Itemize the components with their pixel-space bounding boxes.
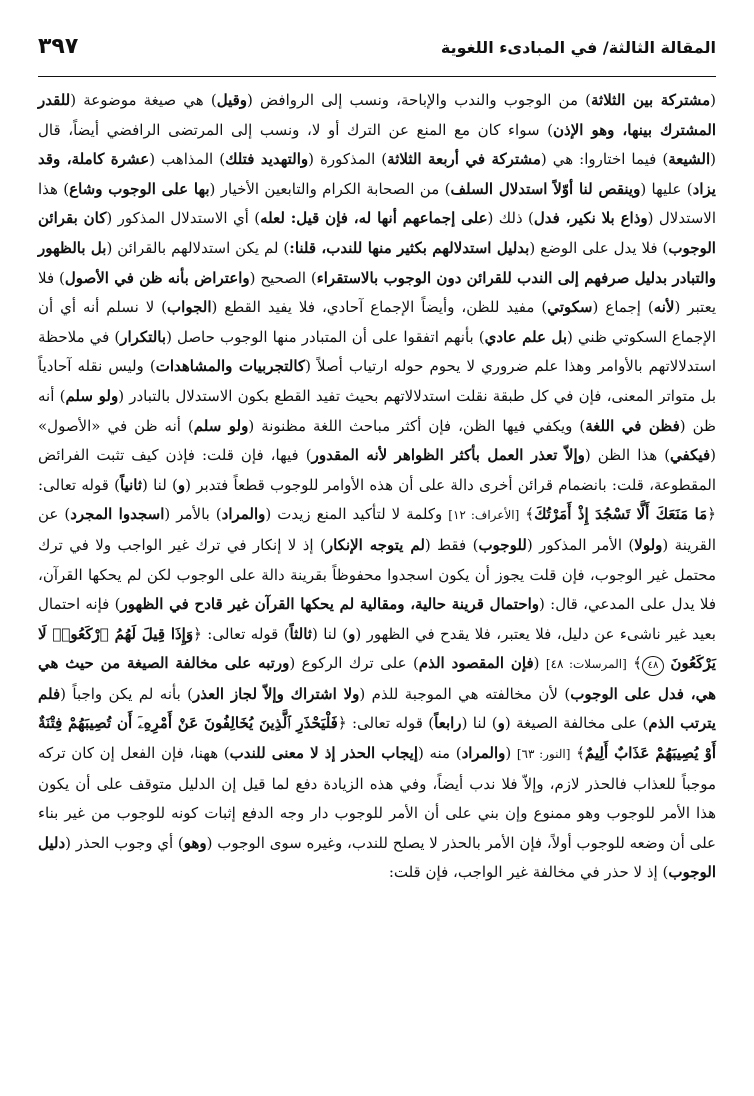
text-run: ) قوله تعالى: ﴿: [337, 714, 435, 733]
matn-text: كالتجربيات والمشاهدات: [155, 357, 306, 376]
text-run: ) لنا (: [142, 475, 178, 494]
text-run: ) فيها، فإن قلت: فإذن كيف تثبت الفرائض المقطوعة، قلت: بانضمام قرائن أخرى دالة على أن هذه الأوامر للوجوب قطعاً فتدبر (: [38, 446, 716, 494]
matn-text: رابعاً: [434, 714, 462, 733]
text-run: ) قوله تعالى: ﴿: [38, 475, 717, 524]
text-run: ) وليس نقله آحادياً بل متواتر المعنى، فإن في كل طبقة نقلت استدلالاتهم بحيث تفيد القطع بكون الاستدلال بالتبادر (: [38, 357, 716, 405]
text-run: ﴾: [626, 654, 642, 673]
text-run: ) أنه ظن (: [38, 386, 716, 435]
matn-text: بها على الوجوب وشاع: [69, 179, 210, 198]
body-paragraph: [38, 86, 716, 888]
matn-text: لأنه: [653, 298, 675, 317]
text-run: ) قوله تعالى: ﴿: [193, 624, 290, 643]
matn-text: ولو سلم: [65, 386, 119, 405]
matn-text: بل بالظهور والتبادر بدليل صرفهم إلى الندب للقرائن دون الوجوب بالاستقراء: [38, 238, 716, 287]
matn-text: والمراد: [221, 505, 266, 524]
text-run: ) مفيد للظن، وأيضاً الإجماع آحادي، فلا يفيد القطع (: [211, 298, 548, 317]
matn-text: مشتركة بين الثلاثة: [591, 91, 711, 109]
quran-verse: وَإِذَا قِيلَ لَهُمُ ٱرْكَعُوا۟ لَا يَرْكَعُونَ: [38, 624, 716, 673]
header-rule: [38, 76, 716, 77]
verse-source: [المرسلات: ٤٨]: [545, 657, 627, 672]
text-run: ) لنا (: [461, 714, 498, 733]
text-run: ) أي الاستدلال المذكور (: [106, 209, 261, 228]
text-run: ) الصحيح (: [249, 268, 317, 287]
text-run: ) لا نسلم أنه أي أن الإجماع السكوتي ظني (: [38, 298, 716, 346]
matn-text: فلم يترتب الذم: [38, 684, 716, 733]
text-run: ) من الصحابة الكرام والتابعين الأخيار (: [209, 179, 451, 198]
matn-text: وقيل: [216, 91, 248, 109]
matn-text: فظن في اللغة: [585, 416, 680, 435]
matn-text: لم يتوجه الإنكار: [325, 535, 425, 554]
text-run: ) على ترك الركوع (: [289, 654, 419, 673]
matn-text: الجواب: [167, 298, 212, 317]
text-run: ) فإنه احتمال بعيد غير ناشىء عن دليل، فلا يعتبر، فلا يقدح في الظهور (: [38, 595, 716, 643]
matn-text: وإلاّ تعذر العمل بأكثر الظواهر لأنه المقدور: [311, 446, 585, 465]
matn-text: و: [348, 624, 356, 643]
matn-text: على إجماعهم أنها له، فإن قيل: لعله: [260, 209, 488, 228]
matn-text: كان بقرائن الوجوب: [38, 209, 716, 257]
text-run: وكلمة لا لتأكيد المنع زيدت (: [265, 505, 449, 524]
matn-text: ثانياً: [119, 475, 143, 494]
text-run: ) فيما اختاروا: هي (: [540, 150, 669, 169]
text-run: (: [710, 91, 717, 109]
text-run: ﴾: [570, 744, 585, 763]
text-run: ) المذاهب (: [149, 150, 226, 169]
text-run: ) فقط (: [424, 535, 479, 554]
matn-text: ثالثاً: [289, 624, 312, 643]
quran-verse: مَا مَنَعَكَ أَلَّا تَسْجُدَ إِذْ أَمَرْتُكَ: [534, 505, 708, 524]
text-run: ) عن القرينة (: [38, 505, 716, 554]
text-run: ) أي وجوب الحذر (: [65, 833, 184, 852]
matn-text: وينقص لنا أوّلاً استدلال السلف: [450, 179, 641, 198]
verse-number-marker: ٤٨: [642, 656, 664, 676]
matn-text: ورتبه على مخالفة الصيغة من حيث هي هي، فدل على الوجوب: [38, 654, 717, 703]
matn-text: فيكفي: [670, 446, 711, 465]
text-run: ) ويكفي فيها الظن، فإن أكثر مباحث اللغة مظنونة (: [248, 416, 586, 435]
text-run: ) هذا الاستدلال (: [38, 179, 717, 228]
matn-text: اسجدوا المجرد: [70, 505, 165, 524]
text-run: ) منه (: [418, 744, 462, 763]
text-run: ) لنا (: [311, 624, 349, 643]
matn-text: والتهديد فتلك: [225, 150, 309, 169]
text-run: ) لأن مخالفته هي الموجبة للذم (: [359, 684, 571, 703]
text-run: ) هذا الظن (: [584, 446, 671, 465]
text-run: ) في ملاحظة استدلالاتهم بالأوامر وهذا علم ضروري لا يحوم حوله ارتياب أصلاً (: [38, 327, 716, 376]
matn-text: الشيعة: [668, 150, 711, 169]
verse-source: [النور: ٦٣]: [516, 747, 571, 762]
text-run: ) هي صيغة موضوعة (: [70, 91, 217, 109]
matn-text: والمراد: [461, 744, 506, 763]
text-run: ) بالأمر (: [164, 505, 222, 524]
page-number: ٣٩٧: [38, 34, 79, 59]
text-run: ) سواء كان مع المنع عن الترك أو لا، ونسب إلى المرتضى الرافضي أيضاً، قال (: [38, 120, 716, 169]
text-run: ) بأنه لم يكن واجباً (: [60, 684, 193, 703]
matn-text: وهو: [183, 833, 207, 852]
text-run: (: [533, 654, 546, 673]
text-run: ) إجماع (: [592, 298, 654, 317]
matn-text: بدليل استدلالهم بكثير منها للندب، قلنا:: [289, 238, 530, 257]
text-run: ) فلا يعتبر (: [38, 268, 716, 317]
text-run: ) فلا يدل على الوضع (: [529, 238, 669, 257]
matn-text: للوجوب: [478, 535, 527, 554]
text-run: ) من الوجوب والندب والإباحة، ونسب إلى الروافض (: [247, 91, 592, 109]
matn-text: سكوتي: [547, 298, 593, 317]
matn-text: وذاع بلا نكير، فدل: [533, 209, 648, 228]
matn-text: إيجاب الحذر إذ لا معنى للندب: [229, 744, 419, 763]
matn-text: للقدر المشترك بينها، وهو الإذن: [38, 91, 717, 139]
text-run: (: [505, 744, 517, 763]
text-run: ) المذكورة (: [308, 150, 388, 169]
matn-text: عشرة كاملة، وقد يزاد: [38, 150, 716, 198]
matn-text: بالتكرار: [120, 327, 167, 346]
text-run: ) لم يكن استدلالهم بالقرائن (: [106, 238, 290, 257]
page-header: [38, 34, 716, 74]
matn-text: دليل الوجوب: [38, 833, 716, 882]
matn-text: واعتراض بأنه ظن في الأصول: [64, 268, 250, 287]
running-title: المقالة الثالثة/ في المبادىء اللغوية: [440, 38, 716, 57]
text-run: ) عليها (: [640, 179, 693, 198]
text-run: ) أنه ظن في «الأصول» (: [38, 416, 716, 465]
matn-text: ولا اشتراك وإلاّ لجاز العذر: [193, 684, 360, 703]
text-run: ) إذ لا إنكار في ترك غير الواجب ولا في ترك محتمل غير الوجوب، فإن قلت يجوز أن يكون اسجدوا محفوظاً بقرينة دالة على الوجوب لكن لم يحكها القرآن، فلا يدل على المدعي، قال: (: [38, 535, 717, 614]
matn-text: ولولا: [634, 535, 663, 554]
matn-text: فإن المقصود الذم: [418, 654, 534, 673]
text-run: ) ههنا، فإن الفعل إن كان تركه موجباً للعذاب فالحذر لازم، وإلاّ فلا ندب أيضاً، وفي هذه الزيادة دفع لما قيل إن الدليل متوقف على أن يكون هذا الأمر للوجوب وهو ممنوع وإن بني على أن الأمر للوجوب دار وجه الدفع إثبات كونه للوجوب من غير بناء على أن وضعه للوجوب أولاً، فإن الأمر بالحذر لا يصلح للندب، وغيره سوى الوجوب (: [38, 744, 717, 852]
matn-text: و: [497, 714, 505, 733]
text-run: ) بأنهم اتفقوا على أن المتبادر منها الوجوب حاصل (: [166, 327, 485, 346]
text-run: ﴾: [519, 505, 535, 524]
matn-text: و: [177, 475, 186, 494]
matn-text: ولو سلم: [193, 416, 249, 435]
text-run: ) إذ لا حذر في مخالفة غير الواجب، فإن قلت:: [388, 863, 669, 882]
text-run: ) الأمر المذكور (: [526, 535, 635, 554]
quran-verse: فَلْيَحْذَرِ ٱلَّذِينَ يُخَالِفُونَ عَنْ أَمْرِهِۦٓ أَن تُصِيبَهُمْ فِتْنَةٌ أَوْ يُصِيبَهُمْ عَذَابٌ أَلِيمٌ: [38, 714, 717, 763]
verse-source: [الأعراف: ١٢]: [448, 508, 520, 523]
text-run: ) على مخالفة الصيغة (: [504, 714, 649, 733]
matn-text: بل علم عادي: [484, 327, 568, 346]
matn-text: واحتمال قرينة حالية، ومقالية لم يحكها القرآن غير قادح في الظهور: [120, 595, 540, 614]
text-run: ) ذلك (: [487, 209, 534, 228]
matn-text: مشتركة في أربعة الثلاثة: [387, 150, 541, 169]
